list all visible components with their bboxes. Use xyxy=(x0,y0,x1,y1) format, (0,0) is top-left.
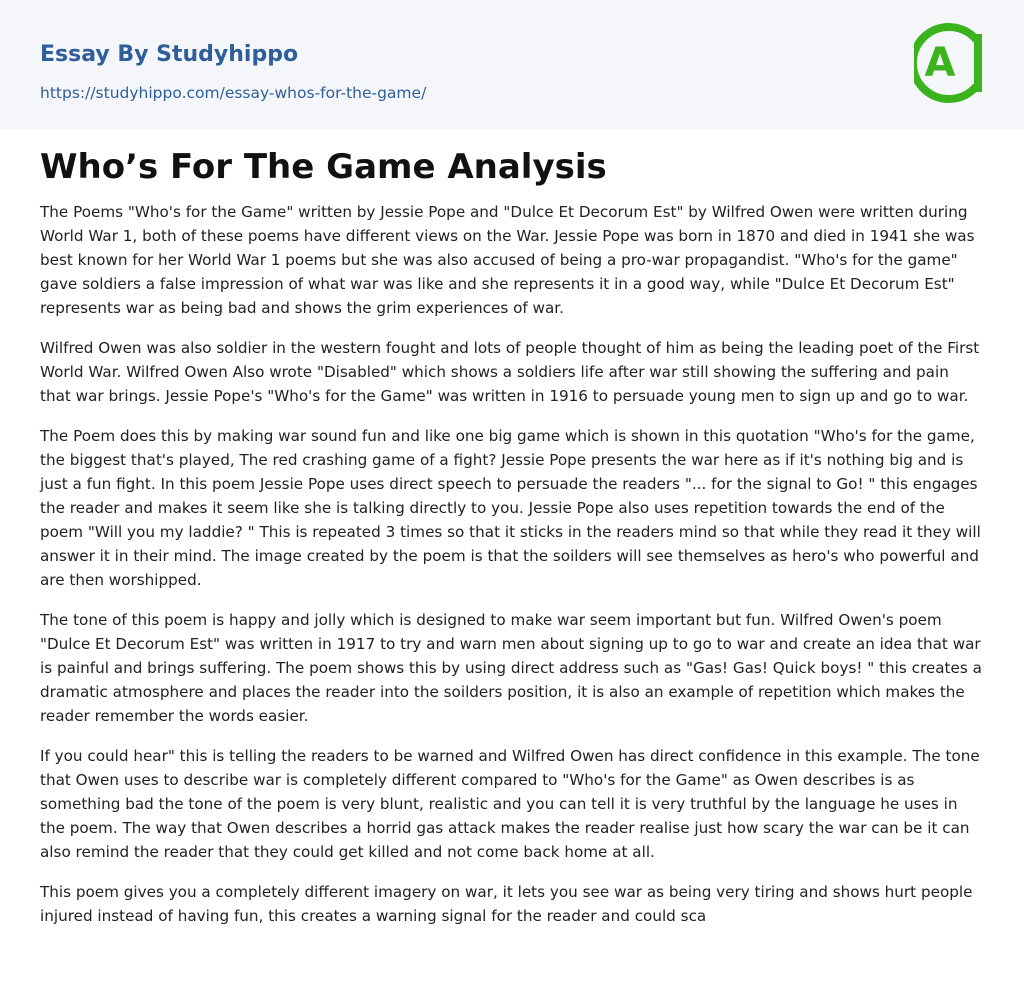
page-url-link[interactable]: https://studyhippo.com/essay-whos-for-the-game/ xyxy=(40,84,427,102)
logo-letter: A xyxy=(924,40,956,86)
article-paragraph-3: The Poem does this by making war sound fun and like one big game which is shown in this quotation "Who's for the game, the biggest that's played, The red crashing game of a fight? Jessie Pope presents the war here as if it's nothing big and is just a fun fight. In this poem Jessie Pope uses direct speech to persuade the readers "... for the signal to Go! " this engages the reader and makes it seem like she is talking directly to you. Jessie Pope also uses repetition towards the end of the poem "Will you my laddie? " This is repeated 3 times so that it sticks in the readers mind so that while they read it they will answer it in their mind. The image created by the poem is that the soilders will see themselves as hero's who powerful and are then worshipped. xyxy=(40,427,981,589)
brand-title[interactable]: Essay By Studyhippo xyxy=(40,42,299,67)
studyhippo-logo-icon[interactable] xyxy=(914,20,986,106)
site-header xyxy=(0,0,1024,129)
article-paragraph-4: The tone of this poem is happy and jolly which is designed to make war seem important but fun. Wilfred Owen's poem "Dulce Et Decorum Est" was written in 1917 to try and warn men about signing up to go to war and create an idea that war is painful and brings suffering. The poem shows this by using direct address such as "Gas! Gas! Quick boys! " this creates a dramatic atmosphere and places the reader into the soilders position, it is also an example of repetition which makes the reader remember the words easier. xyxy=(40,611,982,725)
article-paragraph-1: The Poems "Who's for the Game" written by Jessie Pope and "Dulce Et Decorum Est" by Wilfred Owen were written during World War 1, both of these poems have different views on the War. Jessie Pope was born in 1870 and died in 1941 she was best known for her World War 1 poems but she was also accused of being a pro-war propagandist. "Who's for the game" gave soldiers a false impression of what war was like and she represents it in a good way, while "Dulce Et Decorum Est" represents war as being bad and shows the grim experiences of war. xyxy=(40,203,975,317)
article-title: Who’s For The Game Analysis xyxy=(40,147,607,187)
article-paragraph-2: Wilfred Owen was also soldier in the western fought and lots of people thought of him as being the leading poet of the First World War. Wilfred Owen Also wrote "Disabled" which shows a soldiers life after war still showing the suffering and pain that war brings. Jessie Pope's "Who's for the Game" was written in 1916 to persuade young men to sign up and go to war. xyxy=(40,339,980,405)
article xyxy=(40,142,984,944)
article-paragraph-6: This poem gives you a completely different imagery on war, it lets you see war as being very tiring and shows hurt people injured instead of having fun, this creates a warning signal for the reader and could sca xyxy=(40,883,973,925)
article-paragraph-5: If you could hear" this is telling the readers to be warned and Wilfred Owen has direct confidence in this example. The tone that Owen uses to describe war is completely different compared to "Who's for the Game" as Owen describes is as something bad the tone of the poem is very blunt, realistic and you can tell it is very truthful by the language he uses in the poem. The way that Owen describes a horrid gas attack makes the reader realise just how scary the war can be it can also remind the reader that they could get killed and not come back home at all. xyxy=(40,747,980,861)
